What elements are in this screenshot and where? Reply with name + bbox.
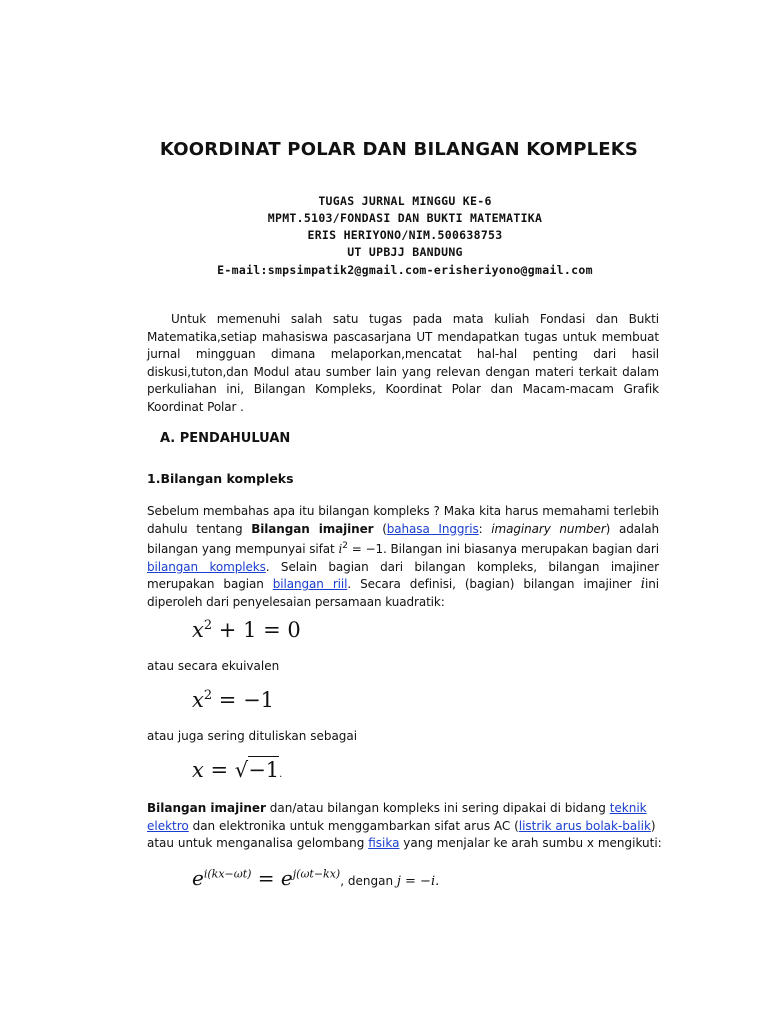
- paragraph-applications: [147, 800, 667, 853]
- link-bilangan-kompleks[interactable]: bilangan kompleks: [147, 559, 266, 574]
- text: Sebelum membahas apa itu bilangan kompleks ? Maka kita harus memahami terlebih dahulu tentang: [147, 504, 659, 536]
- text: (: [373, 521, 387, 536]
- eq-j-expression: j = −i.: [396, 874, 440, 889]
- text-sering-dituliskan: atau juga sering dituliskan sebagai: [147, 729, 358, 743]
- eq-exponent: i(kx−ωt): [203, 867, 252, 881]
- eq-base: e: [280, 866, 293, 890]
- eq-rest: + 1 = 0: [212, 618, 301, 642]
- link-listrik-arus-bolak-balik[interactable]: listrik arus bolak-balik: [518, 818, 651, 833]
- text: ini diperoleh dari penyelesaian persamaan kuadratik:: [147, 577, 659, 609]
- italic-term: imaginary number: [491, 521, 606, 536]
- text: yang menjalar ke arah sumbu x mengikuti:: [399, 836, 662, 850]
- link-bilangan-riil[interactable]: bilangan riil: [272, 577, 348, 592]
- header-line-assignment: TUGAS JURNAL MINGGU KE-6: [318, 194, 492, 208]
- header-line-email: E-mail:smpsimpatik2@gmail.com-erisheriyono@gmail.com: [217, 263, 593, 277]
- text: ) atau untuk menganalisa gelombang: [147, 818, 656, 850]
- sqrt-icon: √: [234, 758, 249, 782]
- header-line-author: ERIS HERIYONO/NIM.500638753: [307, 228, 503, 242]
- eq-exponent: 2: [203, 688, 213, 703]
- eq-var: x: [192, 618, 204, 642]
- text: :: [478, 521, 492, 536]
- header-line-course: MPMT.5103/FONDASI DAN BUKTI MATEMATIKA: [267, 211, 543, 225]
- text: dan/atau bilangan kompleks ini sering dipakai di bidang: [265, 801, 610, 815]
- eq-tail: .: [279, 769, 283, 780]
- equation-quadratic: [192, 618, 301, 642]
- eq-rest: = −1: [212, 688, 275, 712]
- intro-paragraph: Untuk memenuhi salah satu tugas pada mata kuliah Fondasi dan Bukti Matematika,setiap mahasiswa pascasarjana UT mendapatkan tugas untuk membuat jurnal mingguan dimana melaporkan,mencatat hal-hal penting dari hasil diskusi,tuton,dan Modul atau sumber lain yang relevan dengan materi terkait dalam perkuliahan ini, Bilangan Kompleks, Koordinat Polar dan Macam-macam Grafik Koordinat Polar .: [147, 312, 659, 414]
- equation-equivalent: [192, 688, 274, 712]
- link-teknik-elektro[interactable]: teknik elektro: [147, 801, 647, 833]
- text: dan elektronika untuk menggambarkan sifat arus AC (: [188, 818, 519, 833]
- header-line-institution: UT UPBJJ BANDUNG: [347, 245, 463, 259]
- math-exponent: 2: [342, 541, 348, 552]
- subsection-heading-bilangan-kompleks: 1.Bilangan kompleks: [147, 471, 294, 486]
- link-fisika[interactable]: fisika: [368, 836, 400, 850]
- eq-exponent: 2: [203, 618, 213, 633]
- text: = −1. Bilangan ini biasanya merupakan bagian dari: [347, 542, 659, 557]
- page-title: KOORDINAT POLAR DAN BILANGAN KOMPLEKS: [159, 139, 639, 160]
- text: . Selain bagian dari bilangan kompleks, bilangan imajiner merupakan bagian: [147, 559, 659, 592]
- eq-suffix: , dengan: [340, 874, 397, 888]
- paragraph-imaginary-number: [147, 503, 659, 612]
- math-i: i: [338, 542, 343, 557]
- eq-lhs: x =: [192, 758, 235, 782]
- eq-radicand: −1: [248, 758, 280, 782]
- eq-var: x: [192, 688, 204, 712]
- bold-term: Bilangan imajiner: [251, 521, 374, 536]
- eq-equals: =: [251, 866, 281, 890]
- text: . Secara definisi, (bagian) bilangan imajiner: [347, 577, 641, 592]
- link-bahasa-inggris[interactable]: bahasa Inggris: [386, 521, 479, 536]
- bold-term: Bilangan imajiner: [147, 801, 266, 815]
- equation-sqrt: [192, 758, 282, 782]
- equation-wave: [192, 866, 439, 890]
- text-ekuivalen: atau secara ekuivalen: [147, 659, 280, 673]
- section-heading-pendahuluan: A. PENDAHULUAN: [160, 431, 291, 446]
- eq-exponent: j(ωt−kx): [292, 867, 341, 881]
- eq-base: e: [192, 866, 204, 890]
- text: ) adalah bilangan yang mempunyai sifat: [147, 521, 659, 557]
- math-i-symbol: i: [640, 576, 645, 593]
